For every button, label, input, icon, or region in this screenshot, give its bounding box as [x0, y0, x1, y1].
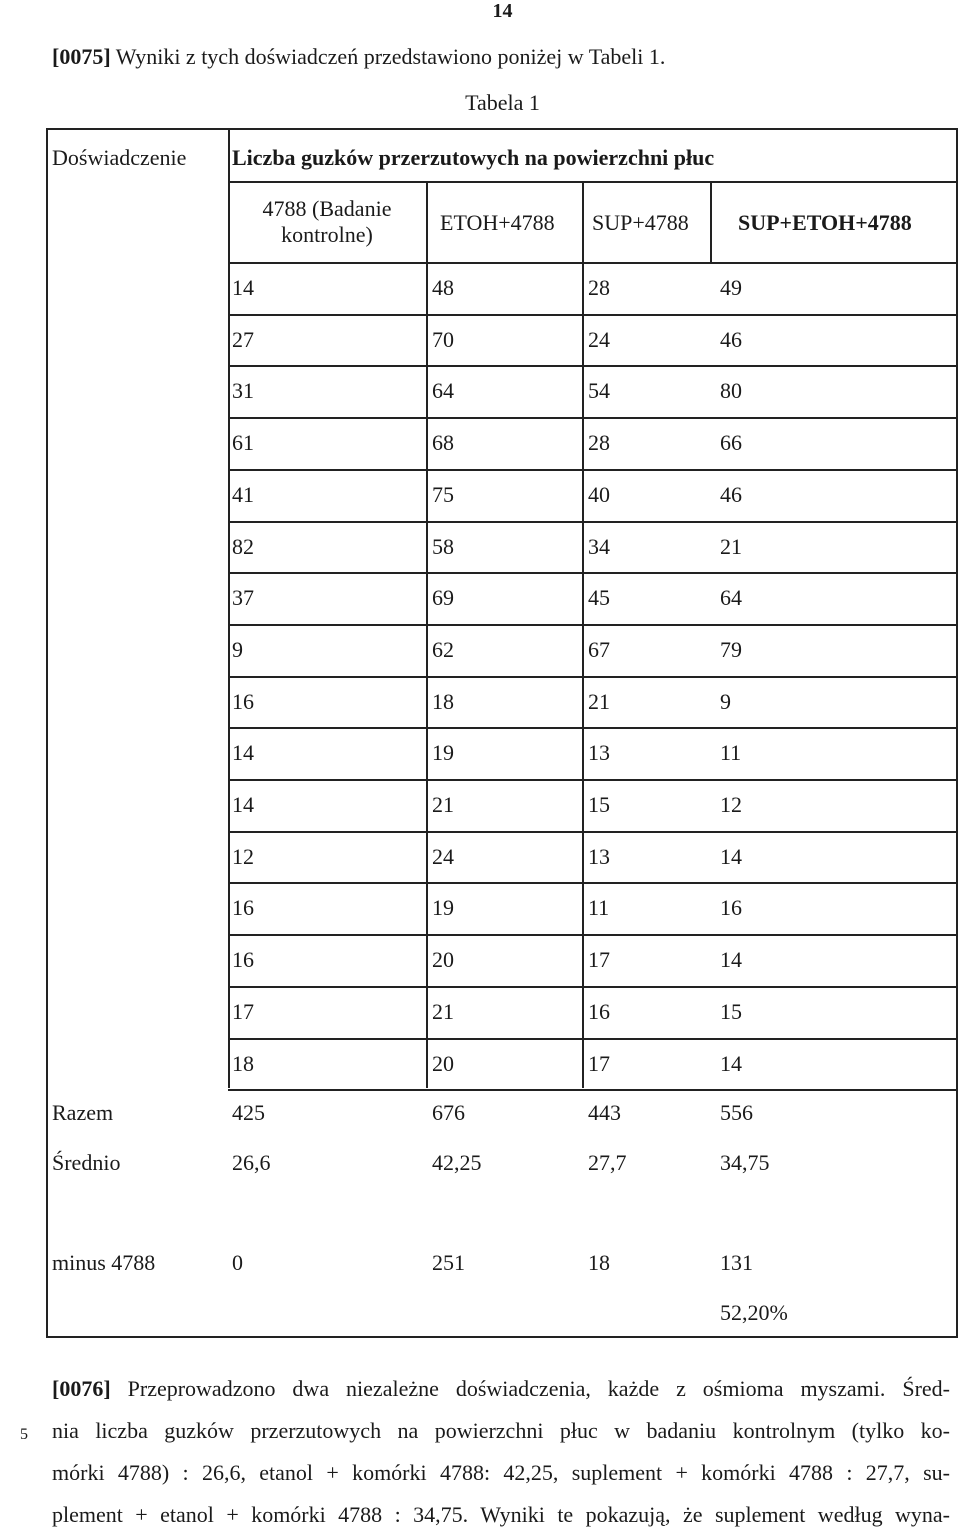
- table-cell: 11: [588, 895, 610, 921]
- table-cell: 11: [720, 740, 742, 766]
- table-cell: 17: [588, 1050, 610, 1076]
- table-cell: 27: [232, 326, 254, 352]
- table-cell: 40: [588, 481, 610, 507]
- table-cell: 14: [232, 740, 254, 766]
- table-rule: [228, 676, 958, 678]
- column-header-sup-etoh: SUP+ETOH+4788: [738, 210, 912, 235]
- table-cell: 24: [432, 843, 454, 869]
- table-cell: 13: [588, 740, 610, 766]
- percent-value: 52,20%: [720, 1300, 788, 1325]
- table-cell: 68: [432, 430, 454, 456]
- table-rule: [228, 417, 958, 419]
- table-cell: 17: [232, 998, 254, 1024]
- table-cell: 21: [432, 792, 454, 817]
- table-cell: 64: [720, 585, 742, 611]
- column-header-control-line: kontrolne): [281, 222, 373, 247]
- table-cell: 14: [232, 792, 254, 817]
- table-rule: [228, 128, 230, 1088]
- table-cell: 21: [588, 688, 610, 714]
- table-cell: 48: [432, 275, 454, 300]
- table-cell: 70: [432, 326, 454, 352]
- table-cell: 9: [232, 636, 243, 662]
- table-cell: 61: [232, 430, 254, 456]
- table-cell: 82: [232, 533, 254, 559]
- table-rule: [228, 882, 958, 884]
- conclusion-paragraph: [52, 1368, 950, 1536]
- mean-value: 27,7: [588, 1150, 627, 1175]
- table-cell: 28: [588, 430, 610, 456]
- page-number: 14: [492, 0, 513, 22]
- table-cell: 14: [720, 1050, 742, 1076]
- table-cell: 12: [232, 843, 254, 869]
- intro-paragraph: [52, 44, 665, 70]
- table-rule: [228, 779, 958, 781]
- table-rule: [228, 624, 958, 626]
- column-header-control: [232, 196, 422, 248]
- table-cell: 79: [720, 636, 742, 662]
- table-rule: [228, 572, 958, 574]
- table-rule: [228, 1089, 958, 1091]
- table-rule: [228, 934, 958, 936]
- table-cell: 16: [588, 998, 610, 1024]
- table-cell: 41: [232, 481, 254, 507]
- table-rule: [228, 469, 958, 471]
- table-rule: [228, 831, 958, 833]
- table-cell: 69: [432, 585, 454, 611]
- table-cell: 15: [720, 998, 742, 1024]
- table-cell: 46: [720, 326, 742, 352]
- total-value: 676: [432, 1100, 465, 1125]
- table-cell: 16: [720, 895, 742, 921]
- table-cell: 58: [432, 533, 454, 559]
- paragraph-ref: [0076]: [52, 1376, 111, 1401]
- table-rule: [228, 727, 958, 729]
- mean-value: 42,25: [432, 1150, 482, 1175]
- paragraph-line: mórki 4788) : 26,6, etanol + komórki 4788: 42,25, suplement + komórki 4788 : 27,7, su-: [52, 1460, 950, 1485]
- table-cell: 46: [720, 481, 742, 507]
- table-cell: 28: [588, 275, 610, 300]
- column-header-sup: SUP+4788: [592, 210, 689, 235]
- table-cell: 14: [232, 275, 254, 300]
- table-cell: 19: [432, 740, 454, 766]
- table-cell: 18: [232, 1050, 254, 1076]
- table-caption: Tabela 1: [465, 90, 540, 115]
- table-rule: [228, 521, 958, 523]
- results-table: [46, 128, 958, 1338]
- margin-line-number: 5: [20, 1426, 28, 1443]
- minus-value: 131: [720, 1250, 753, 1275]
- table-cell: 14: [720, 947, 742, 973]
- table-cell: 20: [432, 947, 454, 973]
- table-cell: 13: [588, 843, 610, 869]
- mean-value: 34,75: [720, 1150, 770, 1175]
- table-cell: 64: [432, 378, 454, 404]
- table-rule: [228, 1038, 958, 1040]
- total-value: 556: [720, 1100, 753, 1125]
- table-cell: 16: [232, 895, 254, 921]
- table-cell: 67: [588, 636, 610, 662]
- table-rule: [582, 181, 584, 1088]
- table-cell: 45: [588, 585, 610, 611]
- table-cell: 17: [588, 947, 610, 973]
- minus-value: 0: [232, 1250, 243, 1275]
- total-value: 443: [588, 1100, 621, 1125]
- table-rule: [426, 181, 428, 1088]
- table-rule: [228, 986, 958, 988]
- table-cell: 15: [588, 792, 610, 817]
- paragraph-text: Wyniki z tych doświadczeń przedstawiono poniżej w Tabeli 1.: [110, 44, 666, 69]
- table-cell: 49: [720, 275, 742, 300]
- table-cell: 24: [588, 326, 610, 352]
- minus-label: minus 4788: [52, 1250, 156, 1275]
- column-header-etoh: ETOH+4788: [440, 210, 555, 235]
- paragraph-line: nia liczba guzków przerzutowych na powierzchni płuc w badaniu kontrolnym (tylko ko-: [52, 1418, 950, 1443]
- table-cell: 16: [232, 688, 254, 714]
- mean-label: Średnio: [52, 1150, 121, 1175]
- table-cell: 18: [432, 688, 454, 714]
- table-cell: 54: [588, 378, 610, 404]
- header-experiment: Doświadczenie: [52, 145, 187, 170]
- table-cell: 9: [720, 688, 731, 714]
- table-cell: 20: [432, 1050, 454, 1076]
- total-label: Razem: [52, 1100, 114, 1125]
- total-value: 425: [232, 1100, 265, 1125]
- table-rule: [228, 262, 958, 264]
- table-cell: 21: [432, 998, 454, 1024]
- table-rule: [228, 181, 958, 183]
- minus-value: 18: [588, 1250, 610, 1275]
- minus-value: 251: [432, 1250, 465, 1275]
- table-cell: 37: [232, 585, 254, 611]
- table-cell: 12: [720, 792, 742, 817]
- table-rule: [710, 181, 712, 262]
- mean-value: 26,6: [232, 1150, 271, 1175]
- header-metastases: Liczba guzków przerzutowych na powierzchni płuc: [232, 145, 715, 170]
- table-cell: 21: [720, 533, 742, 559]
- paragraph-line: [52, 1368, 950, 1410]
- paragraph-ref: [0075]: [52, 44, 111, 69]
- paragraph-line: plement + etanol + komórki 4788 : 34,75. Wyniki te pokazują, że suplement według wyna-: [52, 1502, 950, 1527]
- table-cell: 75: [432, 481, 454, 507]
- table-cell: 62: [432, 636, 454, 662]
- table-cell: 31: [232, 378, 254, 404]
- table-cell: 80: [720, 378, 742, 404]
- table-rule: [228, 314, 958, 316]
- table-cell: 34: [588, 533, 610, 559]
- column-header-control-line: 4788 (Badanie: [262, 196, 392, 221]
- table-rule: [228, 365, 958, 367]
- table-cell: 19: [432, 895, 454, 921]
- table-cell: 14: [720, 843, 742, 869]
- table-cell: 16: [232, 947, 254, 973]
- table-cell: 66: [720, 430, 742, 456]
- paragraph-text: Przeprowadzono dwa niezależne doświadczenia, każde z ośmioma myszami. Śred-: [110, 1376, 950, 1401]
